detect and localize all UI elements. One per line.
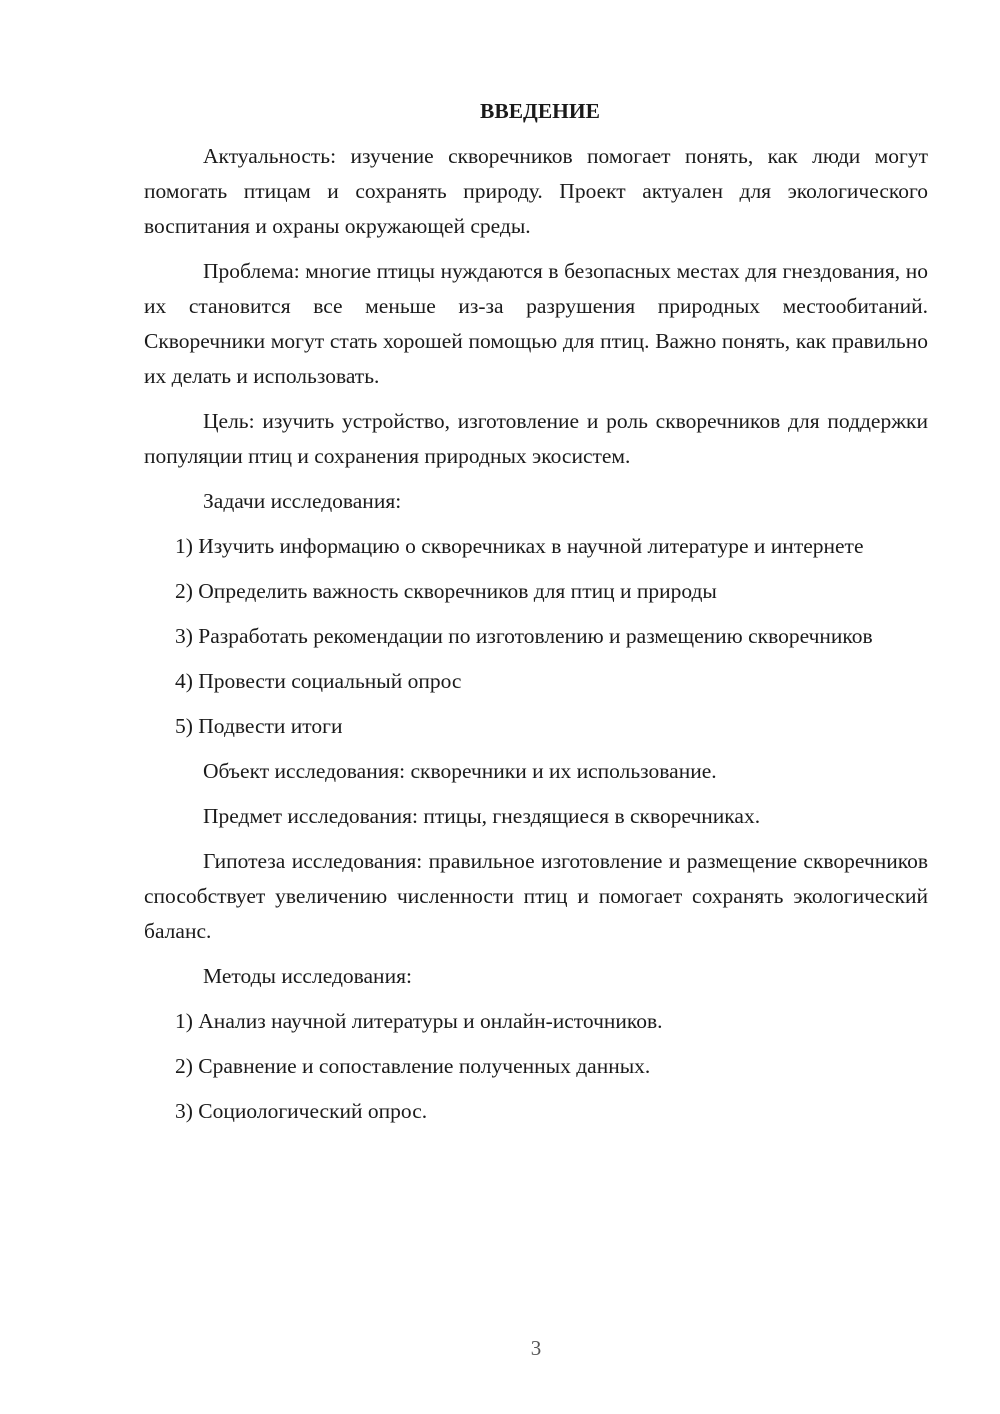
task-item-4: 4) Провести социальный опрос (175, 669, 462, 693)
task-item-2: 2) Определить важность скворечников для птиц и природы (175, 579, 717, 603)
goal-paragraph: Цель: изучить устройство, изготовление и роль скворечников для поддержки популяции птиц и сохранения природных экосистем. (144, 409, 928, 468)
section-title: ВВЕДЕНИЕ (480, 99, 600, 123)
method-item-2: 2) Сравнение и сопоставление полученных данных. (175, 1054, 651, 1078)
subject-paragraph: Предмет исследования: птицы, гнездящиеся в скворечниках. (203, 804, 761, 828)
task-item-1: 1) Изучить информацию о скворечниках в научной литературе и интернете (175, 534, 864, 558)
relevance-paragraph: Актуальность: изучение скворечников помогает понять, как люди могут помогать птицам и сохранять природу. Проект актуален для экологического воспитания и охраны окружающей среды. (144, 144, 928, 238)
tasks-heading: Задачи исследования: (203, 489, 402, 513)
task-item-3: 3) Разработать рекомендации по изготовлению и размещению скворечников (175, 624, 873, 648)
method-item-3: 3) Социологический опрос. (175, 1099, 428, 1123)
page-number: 3 (530, 1336, 542, 1360)
problem-paragraph: Проблема: многие птицы нуждаются в безопасных местах для гнездования, но их становится все меньше из-за разрушения природных местообитаний. Скворечники могут стать хорошей помощью для птиц. Важно понять, как правильно их делать и использовать. (144, 259, 928, 388)
methods-heading: Методы исследования: (203, 964, 412, 988)
task-item-5: 5) Подвести итоги (175, 714, 343, 738)
object-paragraph: Объект исследования: скворечники и их использование. (203, 759, 717, 783)
hypothesis-paragraph: Гипотеза исследования: правильное изготовление и размещение скворечников способствует увеличению численности птиц и помогает сохранять экологический баланс. (144, 849, 928, 943)
method-item-1: 1) Анализ научной литературы и онлайн-источников. (175, 1009, 663, 1033)
page-content (144, 94, 928, 1139)
